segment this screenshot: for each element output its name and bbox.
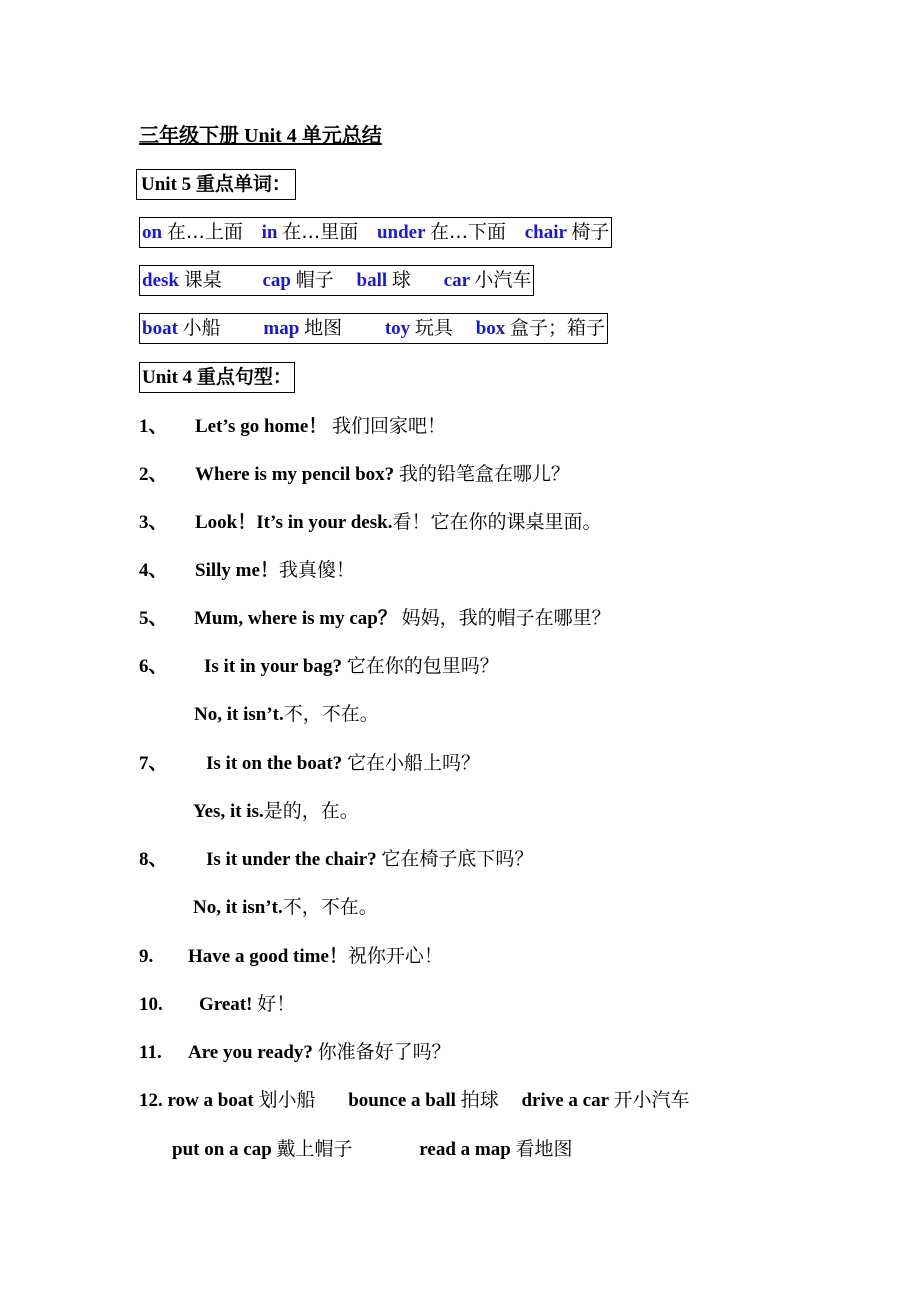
- sentence-zh: 祝你开心！: [347, 945, 443, 967]
- sentence-en: Great!: [199, 994, 253, 1015]
- phrase-zh: 戴上帽子: [276, 1138, 353, 1160]
- sentence-zh: 它在椅子底下吗？: [381, 848, 534, 870]
- phrase-zh: 拍球: [460, 1089, 499, 1111]
- vocab-meaning: 小汽车: [474, 269, 532, 291]
- sentence-zh: 我们回家吧！: [332, 415, 447, 437]
- vocab-meaning: 在…里面: [282, 221, 359, 243]
- vocab-meaning: 小船: [182, 317, 221, 339]
- sentence-en: Is it in your bag?: [204, 656, 342, 677]
- phrase-en: read a map: [419, 1139, 511, 1160]
- vocab-meaning: 地图: [304, 317, 343, 339]
- sentence-zh: 是的，在。: [263, 800, 359, 822]
- sentence-10: [139, 992, 295, 1017]
- phrase-en: bounce a ball: [348, 1090, 456, 1111]
- document-title: 三年级下册 Unit 4 单元总结: [139, 125, 382, 147]
- vocab-meaning: 玩具: [414, 317, 453, 339]
- vocab-word: ball: [356, 270, 388, 291]
- sentence-zh: 我真傻！: [278, 559, 355, 581]
- sentence-2: [139, 462, 570, 487]
- sentence-number: 9.: [139, 946, 154, 967]
- vocab-word: desk: [142, 270, 179, 291]
- sentence-en: No, it isn’t.: [194, 704, 284, 725]
- sentence-1: [139, 414, 446, 439]
- sentence-en: Look！It’s in your desk.: [195, 512, 393, 533]
- sentence-zh: 它在你的包里吗？: [346, 655, 499, 677]
- vocab-word: under: [376, 222, 426, 243]
- vocab-word: cap: [262, 270, 291, 291]
- phrase-zh: 看地图: [515, 1138, 573, 1160]
- sentence-4: [139, 558, 355, 583]
- phrase-zh: 开小汽车: [613, 1089, 690, 1111]
- sentence-6: [139, 654, 499, 679]
- vocab-word: in: [261, 222, 278, 243]
- vocab-meaning: 椅子: [571, 221, 610, 243]
- sentence-number: 6、: [139, 656, 168, 677]
- sentence-3: [139, 510, 601, 535]
- sentence-number: 1、: [139, 416, 168, 437]
- sentence-zh: 看！它在你的课桌里面。: [392, 511, 602, 533]
- vocab-row-2: [139, 265, 534, 296]
- sentence-7: [139, 751, 480, 776]
- vocab-meaning: 帽子: [295, 269, 334, 291]
- sentence-en: No, it isn’t.: [193, 897, 283, 918]
- sentence-7-answer: [193, 799, 359, 824]
- vocab-meaning: 球: [391, 269, 411, 291]
- sentence-5: [139, 606, 611, 631]
- vocab-word: map: [263, 318, 300, 339]
- phrase-en: drive a car: [521, 1090, 609, 1111]
- sentence-8-answer: [193, 895, 378, 920]
- vocab-word: on: [142, 222, 163, 243]
- sentence-en: Where is my pencil box?: [195, 464, 395, 485]
- sentence-zh: 不，不在。: [283, 703, 379, 725]
- sentence-zh: 不，不在。: [282, 896, 378, 918]
- sentence-en: Is it under the chair?: [206, 849, 377, 870]
- sentence-number: 3、: [139, 512, 168, 533]
- sentence-number: 8、: [139, 849, 168, 870]
- sentence-zh: 它在小船上吗？: [346, 752, 480, 774]
- sentence-zh: 我的铅笔盒在哪儿？: [398, 463, 570, 485]
- phrase-en: put on a cap: [172, 1139, 272, 1160]
- sentence-zh: 好！: [257, 993, 296, 1015]
- vocab-meaning: 在…下面: [429, 221, 506, 243]
- vocab-row-3: [139, 313, 608, 344]
- vocab-word: chair: [524, 222, 567, 243]
- sentence-en: Have a good time！: [188, 946, 348, 967]
- sentence-number: 4、: [139, 560, 168, 581]
- sentence-6-answer: [194, 702, 379, 727]
- sentence-number: 10.: [139, 994, 163, 1015]
- sentence-zh: 你准备好了吗？: [317, 1041, 451, 1063]
- sentence-number: 2、: [139, 464, 168, 485]
- sentence-en: Is it on the boat?: [206, 753, 343, 774]
- sentence-en: Are you ready?: [188, 1042, 313, 1063]
- sentence-en: Mum, where is my cap？: [194, 608, 397, 629]
- vocab-word: toy: [384, 318, 411, 339]
- sentence-zh: 妈妈，我的帽子在哪里？: [401, 607, 611, 629]
- phrase-zh: 划小船: [258, 1089, 316, 1111]
- words-heading: Unit 5 重点单词：: [136, 169, 296, 200]
- sentences-heading: Unit 4 重点句型：: [139, 362, 295, 393]
- vocab-word: boat: [142, 318, 178, 339]
- vocab-word: box: [475, 318, 506, 339]
- vocab-meaning: 在…上面: [166, 221, 243, 243]
- phrases-number: 12.: [139, 1090, 163, 1111]
- vocab-row-1: [139, 217, 612, 248]
- sentence-11: [139, 1040, 451, 1065]
- vocab-word: car: [443, 270, 470, 291]
- sentence-number: 7、: [139, 753, 168, 774]
- phrases-line-2: [172, 1137, 573, 1162]
- sentence-8: [139, 847, 533, 872]
- sentence-en: Silly me！: [195, 560, 279, 581]
- vocab-meaning: 课桌: [183, 269, 222, 291]
- sentence-number: 5、: [139, 608, 168, 629]
- sentence-en: Let’s go home！: [195, 416, 328, 437]
- phrases-line-1: [139, 1088, 689, 1113]
- vocab-meaning: 盒子；箱子: [510, 317, 606, 339]
- sentence-number: 11.: [139, 1042, 162, 1063]
- phrase-en: row a boat: [167, 1090, 254, 1111]
- sentence-9: [139, 944, 443, 969]
- sentence-en: Yes, it is.: [193, 801, 264, 822]
